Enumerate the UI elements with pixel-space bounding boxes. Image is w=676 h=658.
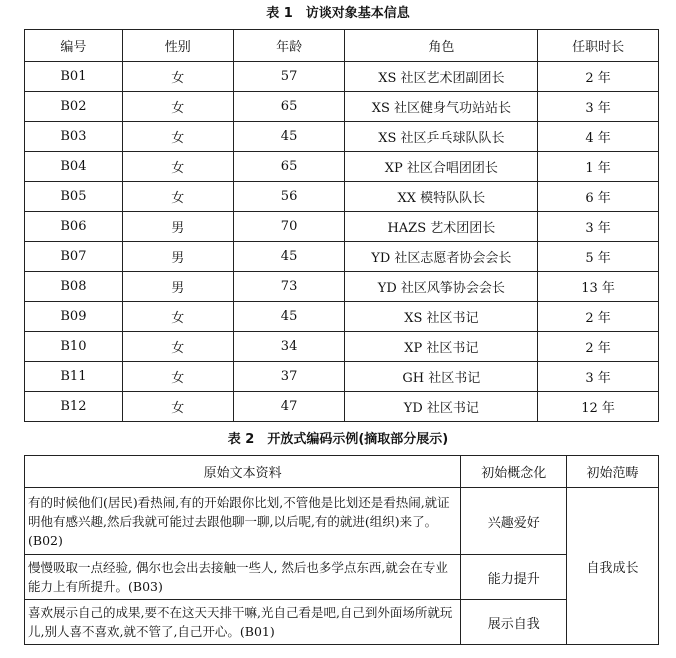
age-cell: 65 [233, 92, 345, 122]
age-cell: 56 [233, 182, 345, 212]
table-row [25, 302, 659, 332]
table-row [25, 362, 659, 392]
age-cell: 45 [233, 122, 345, 152]
table-row [25, 488, 659, 555]
table-row [25, 600, 659, 645]
age-cell: 34 [233, 332, 345, 362]
tenure-cell: 4 年 [538, 122, 659, 152]
raw-text-cell: 喜欢展示自己的成果,要不在这天天排干嘛,光自己看是吧,自己到外面场所就玩儿,别人喜不喜欢,就不管了,自己开心。(B01) [25, 600, 461, 645]
table-row [25, 122, 659, 152]
tenure-cell: 3 年 [538, 362, 659, 392]
id-cell: B10 [25, 332, 123, 362]
table1-header-row [25, 30, 659, 62]
tenure-cell: 2 年 [538, 62, 659, 92]
tenure-cell: 12 年 [538, 392, 659, 422]
table-row [25, 392, 659, 422]
open-coding-table [24, 455, 659, 645]
table-row [25, 62, 659, 92]
age-cell: 37 [233, 362, 345, 392]
gender-cell: 女 [122, 182, 233, 212]
tenure-cell: 3 年 [538, 92, 659, 122]
tenure-cell: 3 年 [538, 212, 659, 242]
gender-cell: 男 [122, 212, 233, 242]
table-row [25, 182, 659, 212]
role-cell: XP 社区书记 [345, 332, 538, 362]
id-cell: B12 [25, 392, 123, 422]
header-initial-concept: 初始概念化 [461, 456, 567, 488]
id-cell: B09 [25, 302, 123, 332]
table-row [25, 272, 659, 302]
table-row [25, 92, 659, 122]
table-row [25, 242, 659, 272]
id-cell: B07 [25, 242, 123, 272]
table-row [25, 152, 659, 182]
table-row [25, 555, 659, 600]
concept-cell: 兴趣爱好 [461, 488, 567, 555]
gender-cell: 女 [122, 122, 233, 152]
tenure-cell: 1 年 [538, 152, 659, 182]
raw-text-cell: 有的时候他们(居民)看热闹,有的开始跟你比划,不管他是比划还是看热闹,就证明他有感兴趣,然后我就可能过去跟他聊一聊,以后呢,有的就进(组织)来了。(B02) [25, 488, 461, 555]
age-cell: 45 [233, 242, 345, 272]
table-row [25, 212, 659, 242]
gender-cell: 男 [122, 242, 233, 272]
concept-cell: 展示自我 [461, 600, 567, 645]
role-cell: XP 社区合唱团团长 [345, 152, 538, 182]
age-cell: 45 [233, 302, 345, 332]
tenure-cell: 13 年 [538, 272, 659, 302]
raw-text-cell: 慢慢吸取一点经验, 偶尔也会出去接触一些人, 然后也多学点东西,就会在专业能力上有所提升。(B03) [25, 555, 461, 600]
role-cell: XS 社区健身气功站站长 [345, 92, 538, 122]
header-raw-text: 原始文本资料 [25, 456, 461, 488]
gender-cell: 女 [122, 302, 233, 332]
role-cell: YD 社区风筝协会会长 [345, 272, 538, 302]
role-cell: XS 社区乒乓球队队长 [345, 122, 538, 152]
id-cell: B04 [25, 152, 123, 182]
header-tenure: 任职时长 [538, 30, 659, 62]
age-cell: 65 [233, 152, 345, 182]
id-cell: B01 [25, 62, 123, 92]
role-cell: YD 社区书记 [345, 392, 538, 422]
gender-cell: 女 [122, 92, 233, 122]
id-cell: B08 [25, 272, 123, 302]
age-cell: 70 [233, 212, 345, 242]
header-age: 年龄 [233, 30, 345, 62]
id-cell: B06 [25, 212, 123, 242]
id-cell: B03 [25, 122, 123, 152]
role-cell: XX 模特队队长 [345, 182, 538, 212]
table1-caption: 表 1 访谈对象基本信息 [266, 6, 410, 21]
role-cell: XS 社区书记 [345, 302, 538, 332]
role-cell: HAZS 艺术团团长 [345, 212, 538, 242]
age-cell: 47 [233, 392, 345, 422]
tenure-cell: 2 年 [538, 332, 659, 362]
role-cell: YD 社区志愿者协会会长 [345, 242, 538, 272]
header-initial-category: 初始范畴 [567, 456, 659, 488]
interviewee-info-table [24, 29, 659, 422]
tenure-cell: 5 年 [538, 242, 659, 272]
gender-cell: 女 [122, 332, 233, 362]
age-cell: 57 [233, 62, 345, 92]
gender-cell: 女 [122, 392, 233, 422]
header-role: 角色 [345, 30, 538, 62]
role-cell: GH 社区书记 [345, 362, 538, 392]
gender-cell: 女 [122, 362, 233, 392]
id-cell: B02 [25, 92, 123, 122]
tenure-cell: 6 年 [538, 182, 659, 212]
header-id: 编号 [25, 30, 123, 62]
age-cell: 73 [233, 272, 345, 302]
id-cell: B05 [25, 182, 123, 212]
id-cell: B11 [25, 362, 123, 392]
header-gender: 性别 [122, 30, 233, 62]
tenure-cell: 2 年 [538, 302, 659, 332]
table-row [25, 332, 659, 362]
gender-cell: 女 [122, 62, 233, 92]
gender-cell: 男 [122, 272, 233, 302]
gender-cell: 女 [122, 152, 233, 182]
table2-header-row [25, 456, 659, 488]
role-cell: XS 社区艺术团副团长 [345, 62, 538, 92]
table2-caption: 表 2 开放式编码示例(摘取部分展示) [227, 432, 449, 447]
concept-cell: 能力提升 [461, 555, 567, 600]
category-cell: 自我成长 [567, 488, 659, 645]
